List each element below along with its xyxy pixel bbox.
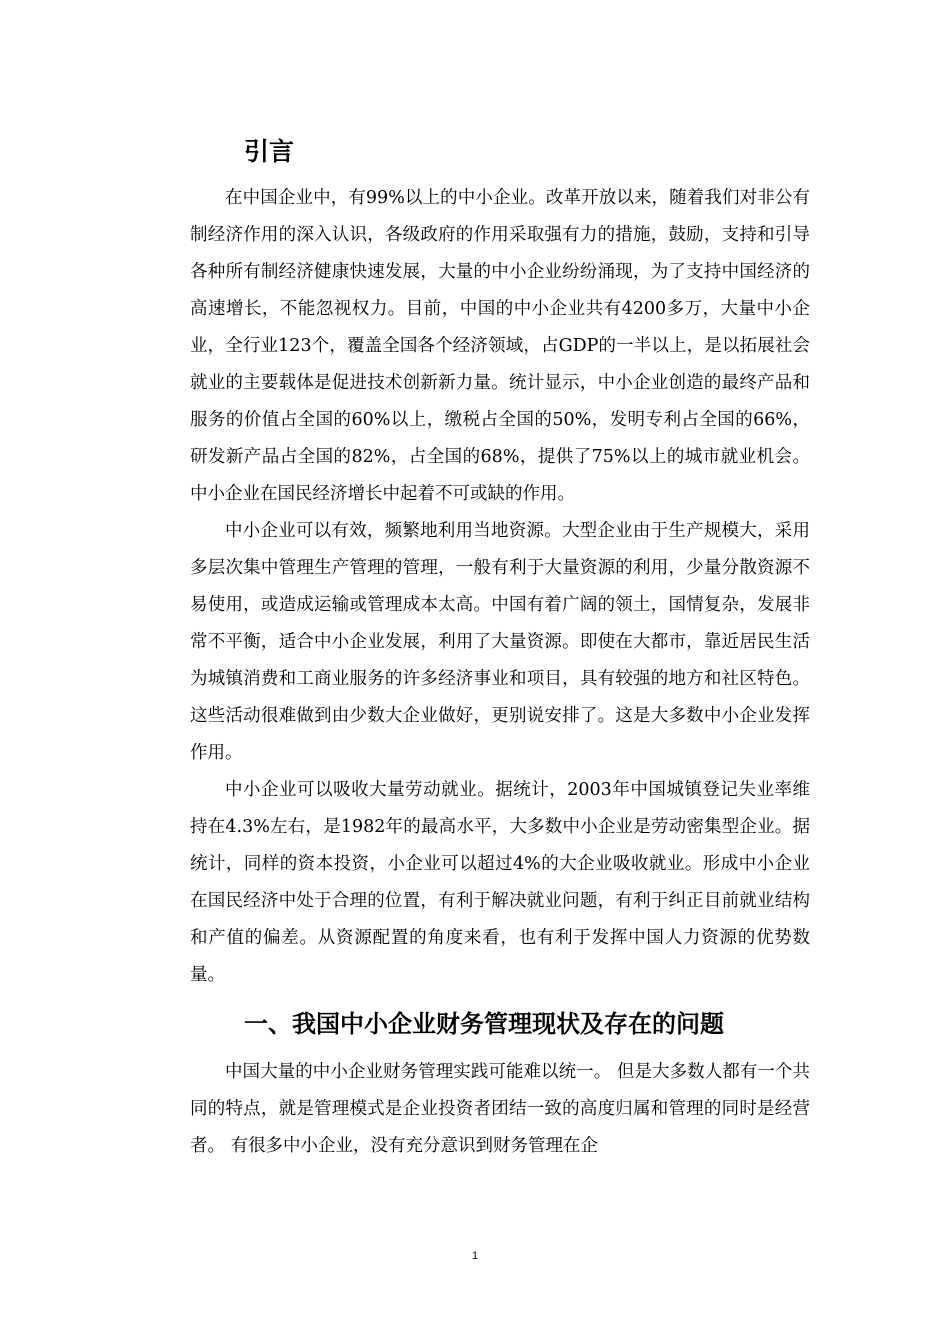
section-paragraph: 中国大量的中小企业财务管理实践可能难以统一。 但是大多数人都有一个共同的特点，就是管理模式是企业投资者团结一致的高度归属和管理的同时是经营者。 有很多中小企业，没有充分意识到财务管理在企 [190,1062,810,1156]
intro-paragraph: 中小企业可以吸收大量劳动就业。据统计，2003年中国城镇登记失业率维持在4.3%左右，是1982年的最高水平，大多数中小企业是劳动密集型企业。据统计，同样的资本投资，小企业可以超过4%的大企业吸收就业。形成中小企业在国民经济中处于合理的位置，有利于解决就业问题，有利于纠正目前就业结构和产值的偏差。从资源配置的角度来看，也有利于发挥中国人力资源的优势数量。 [190,780,810,985]
section-heading: 一、我国中小企业财务管理现状及存在的问题 [244,1010,724,1038]
intro-paragraph: 在中国企业中，有99%以上的中小企业。改革开放以来，随着我们对非公有制经济作用的深入认识，各级政府的作用采取强有力的措施，鼓励，支持和引导各种所有制经济健康快速发展，大量的中小企业纷纷涌现，为了支持中国经济的高速增长，不能忽视权力。目前，中国的中小企业共有4200多万，大量中小企业，全行业123个，覆盖全国各个经济领域，占GDP的一半以上，是以拓展社会就业的主要载体是促进技术创新新力量。统计显示，中小企业创造的最终产品和服务的价值占全国的60%以上，缴税占全国的50%，发明专利占全国的66%，研发新产品占全国的82%，占全国的68%，提供了75%以上的城市就业机会。中小企业在国民经济增长中起着不可或缺的作用。 [190,188,810,504]
page-number: 1 [471,1250,479,1262]
intro-heading: 引言 [244,137,295,166]
intro-paragraph: 中小企业可以有效，频繁地利用当地资源。大型企业由于生产规模大，采用多层次集中管理生产管理的管理，一般有利于大量资源的利用，少量分散资源不易使用，或造成运输或管理成本太高。中国有着广阔的领土，国情复杂，发展非常不平衡，适合中小企业发展，利用了大量资源。即使在大都市，靠近居民生活为城镇消费和工商业服务的许多经济事业和项目，具有较强的地方和社区特色。这些活动很难做到由少数大企业做好，更别说安排了。这是大多数中小企业发挥作用。 [190,521,810,763]
document-body [190,128,810,1165]
